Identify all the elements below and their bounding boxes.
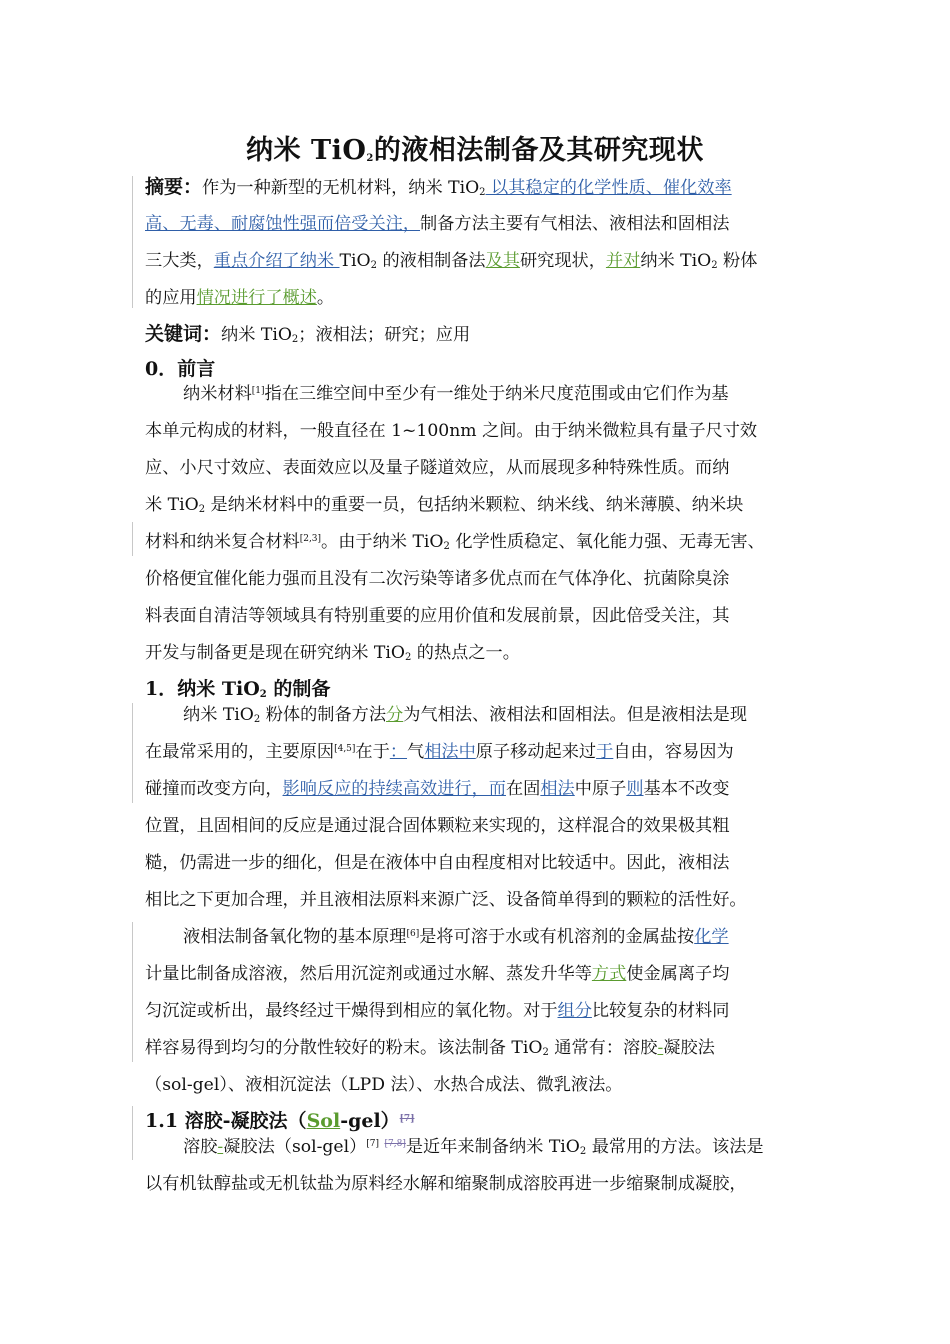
paragraph-line: 米 TiO$_2$ 是纳米材料中的重要一员，包括纳米颗粒、纳米线、纳米薄膜、纳米块 [145, 495, 744, 515]
keywords-line: 关键词：纳米 TiO$_2$；液相法；研究；应用 [145, 323, 471, 345]
change-bar [132, 522, 133, 556]
paragraph-line: 相比之下更加合理，并且液相法原料来源广泛、设备简单得到的颗粒的活性好。 [145, 890, 747, 910]
change-bar [132, 922, 133, 1062]
paragraph-line: 材料和纳米复合材料[2,3]。由于纳米 TiO$_2$ 化学性质稳定、氧化能力强、无毒无害、 [145, 532, 765, 552]
paragraph-line: 位置，且固相间的反应是通过混合固体颗粒来实现的，这样混合的效果极其粗 [145, 816, 730, 836]
paragraph-line: （sol-gel）、液相沉淀法（LPD 法）、水热合成法、微乳液法。 [145, 1075, 623, 1095]
abstract-line: 摘要：作为一种新型的无机材料，纳米 TiO$_2$ 以其稳定的化学性质、催化效率 [145, 176, 732, 198]
section-heading-0: 0．前言 [145, 358, 216, 380]
change-bar [132, 1106, 133, 1160]
paragraph-line: 纳米 TiO$_2$ 粉体的制备方法分为气相法、液相法和固相法。但是液相法是现 [183, 705, 748, 725]
paragraph-line: 计量比制备成溶液，然后用沉淀剂或通过水解、蒸发升华等方式使金属离子均 [145, 964, 730, 984]
paragraph-line: 糙，仍需进一步的细化，但是在液体中自由程度相对比较适中。因此，液相法 [145, 853, 730, 873]
paragraph-line: 应、小尺寸效应、表面效应以及量子隧道效应，从而展现多种特殊性质。而纳 [145, 458, 730, 478]
paragraph-line: 价格便宜催化能力强而且没有二次污染等诸多优点而在气体净化、抗菌除臭涂 [145, 569, 730, 589]
paragraph-line: 本单元构成的材料，一般直径在 1~100nm 之间。由于纳米微粒具有量子尺寸效 [145, 421, 758, 441]
paragraph-line: 样容易得到均匀的分散性较好的粉末。该法制备 TiO$_2$ 通常有：溶胶-凝胶法 [145, 1038, 715, 1058]
paragraph-line: 溶胶-凝胶法（sol-gel）[7] [7,8]是近年来制备纳米 TiO$_2$ 最常用的方法。该法是 [183, 1137, 764, 1157]
paragraph-line: 碰撞而改变方向，影响反应的持续高效进行，而在固相法中原子则基本不改变 [145, 779, 730, 799]
section-heading-1: 1．纳米 TiO$_2$ 的制备 [145, 678, 331, 700]
paragraph-line: 在最常采用的，主要原因[4,5]在于：气相法中原子移动起来过于自由，容易因为 [145, 742, 734, 762]
paragraph-line: 料表面自清洁等领域具有特别重要的应用价值和发展前景，因此倍受关注，其 [145, 606, 730, 626]
change-bar [132, 703, 133, 803]
section-heading-1-1: 1.1 溶胶-凝胶法（Sol-gel）[7] [145, 1110, 415, 1132]
paragraph-line: 纳米材料[1]指在三维空间中至少有一维处于纳米尺度范围或由它们作为基 [183, 384, 729, 404]
paragraph-line: 以有机钛醇盐或无机钛盐为原料经水解和缩聚制成溶胶再进一步缩聚制成凝胶， [145, 1174, 747, 1194]
abstract-line: 的应用情况进行了概述。 [145, 288, 335, 308]
abstract-line: 高、无毒、耐腐蚀性强而倍受关注，制备方法主要有气相法、液相法和固相法 [145, 214, 730, 234]
paragraph-line: 液相法制备氧化物的基本原理[6]是将可溶于水或有机溶剂的金属盐按化学 [183, 927, 729, 947]
document-title: 纳米 TiO$_2$的液相法制备及其研究现状 [246, 135, 704, 166]
abstract-line: 三大类，重点介绍了纳米 TiO$_2$ 的液相制备法及其研究现状，并对纳米 TiO$_2$ 粉体 [145, 251, 758, 271]
paragraph-line: 开发与制备更是现在研究纳米 TiO$_2$ 的热点之一。 [145, 643, 520, 663]
paragraph-line: 匀沉淀或析出，最终经过干燥得到相应的氧化物。对于组分比较复杂的材料同 [145, 1001, 730, 1021]
change-bar [132, 176, 133, 308]
